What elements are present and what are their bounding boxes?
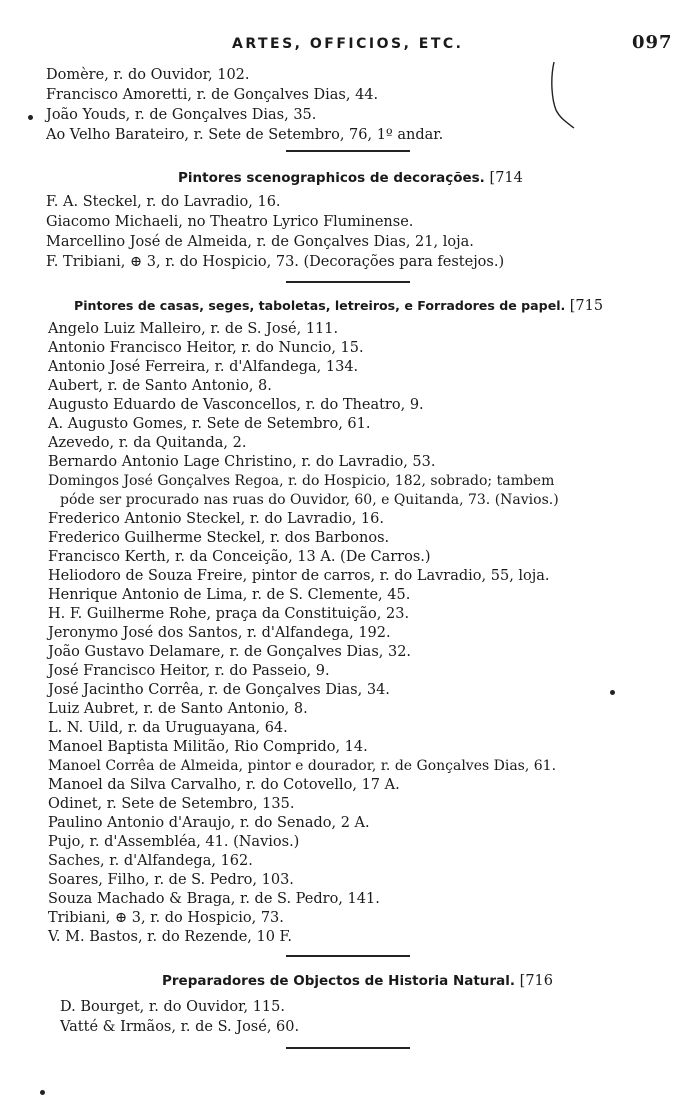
- section-code: [715: [569, 298, 604, 314]
- list-item: Soares, Filho, r. de S. Pedro, 103.: [48, 872, 294, 888]
- list-item: Marcellino José de Almeida, r. de Gonçalves Dias, 21, loja.: [46, 234, 474, 250]
- list-item: Antonio José Ferreira, r. d'Alfandega, 134.: [48, 359, 359, 375]
- list-item: Manoel Baptista Militão, Rio Comprido, 14.: [48, 739, 368, 755]
- list-item: Giacomo Michaeli, no Theatro Lyrico Fluminense.: [46, 214, 414, 230]
- list-item: D. Bourget, r. do Ouvidor, 115.: [60, 999, 285, 1015]
- section-code: [714: [489, 170, 523, 186]
- list-item: Saches, r. d'Alfandega, 162.: [48, 853, 253, 869]
- brace-mark: [548, 60, 578, 132]
- list-item: Augusto Eduardo de Vasconcellos, r. do Theatro, 9.: [48, 397, 424, 413]
- list-item: Frederico Antonio Steckel, r. do Lavradio, 16.: [48, 511, 384, 527]
- list-item: Manoel Corrêa de Almeida, pintor e dourador, r. de Gonçalves Dias, 61.: [48, 758, 557, 774]
- section-rule: [286, 150, 410, 152]
- section-code: [716: [519, 973, 553, 989]
- section-heading: [162, 972, 553, 991]
- page-number: 097: [632, 32, 673, 53]
- list-item: Domingos José Gonçalves Regoa, r. do Hospicio, 182, sobrado; tambem: [48, 473, 555, 489]
- list-item-continuation: póde ser procurado nas ruas do Ouvidor, 60, e Quitanda, 73. (Navios.): [60, 492, 559, 508]
- list-item: Henrique Antonio de Lima, r. de S. Clemente, 45.: [48, 587, 411, 603]
- list-item: F. Tribiani, ⊕ 3, r. do Hospicio, 73. (Decorações para festejos.): [46, 254, 505, 270]
- list-item: Francisco Amoretti, r. de Gonçalves Dias, 44.: [46, 87, 379, 103]
- list-item: Angelo Luiz Malleiro, r. de S. José, 111.: [48, 321, 339, 337]
- list-item: Souza Machado & Braga, r. de S. Pedro, 141.: [48, 891, 380, 907]
- list-item: Francisco Kerth, r. da Conceição, 13 A. (De Carros.): [48, 549, 431, 565]
- list-item: João Youds, r. de Gonçalves Dias, 35.: [46, 107, 317, 123]
- list-item: L. N. Uild, r. da Uruguayana, 64.: [48, 720, 288, 736]
- list-item: H. F. Guilherme Rohe, praça da Constituição, 23.: [48, 606, 410, 622]
- list-item: F. A. Steckel, r. do Lavradio, 16.: [46, 194, 281, 210]
- section-rule: [286, 1047, 410, 1049]
- list-item: Vatté & Irmãos, r. de S. José, 60.: [60, 1019, 300, 1035]
- list-item: Manoel da Silva Carvalho, r. do Cotovello, 17 A.: [48, 777, 400, 793]
- list-item: Aubert, r. de Santo Antonio, 8.: [48, 378, 272, 394]
- running-header: [0, 30, 693, 56]
- list-item: Odinet, r. Sete de Setembro, 135.: [48, 796, 295, 812]
- section-heading: [178, 169, 523, 188]
- section-rule: [286, 281, 410, 283]
- list-item: Azevedo, r. da Quitanda, 2.: [48, 435, 247, 451]
- list-item: Tribiani, ⊕ 3, r. do Hospicio, 73.: [48, 910, 284, 926]
- list-item: Frederico Guilherme Steckel, r. dos Barbonos.: [48, 530, 390, 546]
- list-item: Ao Velho Barateiro, r. Sete de Setembro, 76, 1º andar.: [46, 127, 444, 143]
- ink-dot: [28, 115, 33, 120]
- list-item: V. M. Bastos, r. do Rezende, 10 F.: [48, 929, 292, 945]
- list-item: João Gustavo Delamare, r. de Gonçalves Dias, 32.: [48, 644, 412, 660]
- section-heading: [74, 296, 603, 316]
- list-item: Luiz Aubret, r. de Santo Antonio, 8.: [48, 701, 308, 717]
- section-heading-text: Pintores scenographicos de decorações.: [178, 170, 485, 186]
- ink-dot: [610, 690, 615, 695]
- ink-dot: [40, 1090, 45, 1095]
- list-item: Paulino Antonio d'Araujo, r. do Senado, 2 A.: [48, 815, 370, 831]
- list-item: Heliodoro de Souza Freire, pintor de carros, r. do Lavradio, 55, loja.: [48, 568, 550, 584]
- list-item: Domère, r. do Ouvidor, 102.: [46, 67, 250, 83]
- list-item: José Jacintho Corrêa, r. de Gonçalves Dias, 34.: [48, 682, 390, 698]
- section-heading-text: Preparadores de Objectos de Historia Natural.: [162, 973, 515, 989]
- list-item: Antonio Francisco Heitor, r. do Nuncio, 15.: [48, 340, 364, 356]
- section-heading-text: Pintores de casas, seges, taboletas, letreiros, e Forradores de papel.: [74, 298, 566, 313]
- list-item: A. Augusto Gomes, r. Sete de Setembro, 61.: [48, 416, 371, 432]
- running-title: ARTES, OFFICIOS, ETC.: [232, 36, 464, 52]
- list-item: José Francisco Heitor, r. do Passeio, 9.: [48, 663, 330, 679]
- list-item: Jeronymo José dos Santos, r. d'Alfandega, 192.: [48, 625, 391, 641]
- list-item: Pujo, r. d'Assembléa, 41. (Navios.): [48, 834, 300, 850]
- section-rule: [286, 955, 410, 957]
- list-item: Bernardo Antonio Lage Christino, r. do Lavradio, 53.: [48, 454, 436, 470]
